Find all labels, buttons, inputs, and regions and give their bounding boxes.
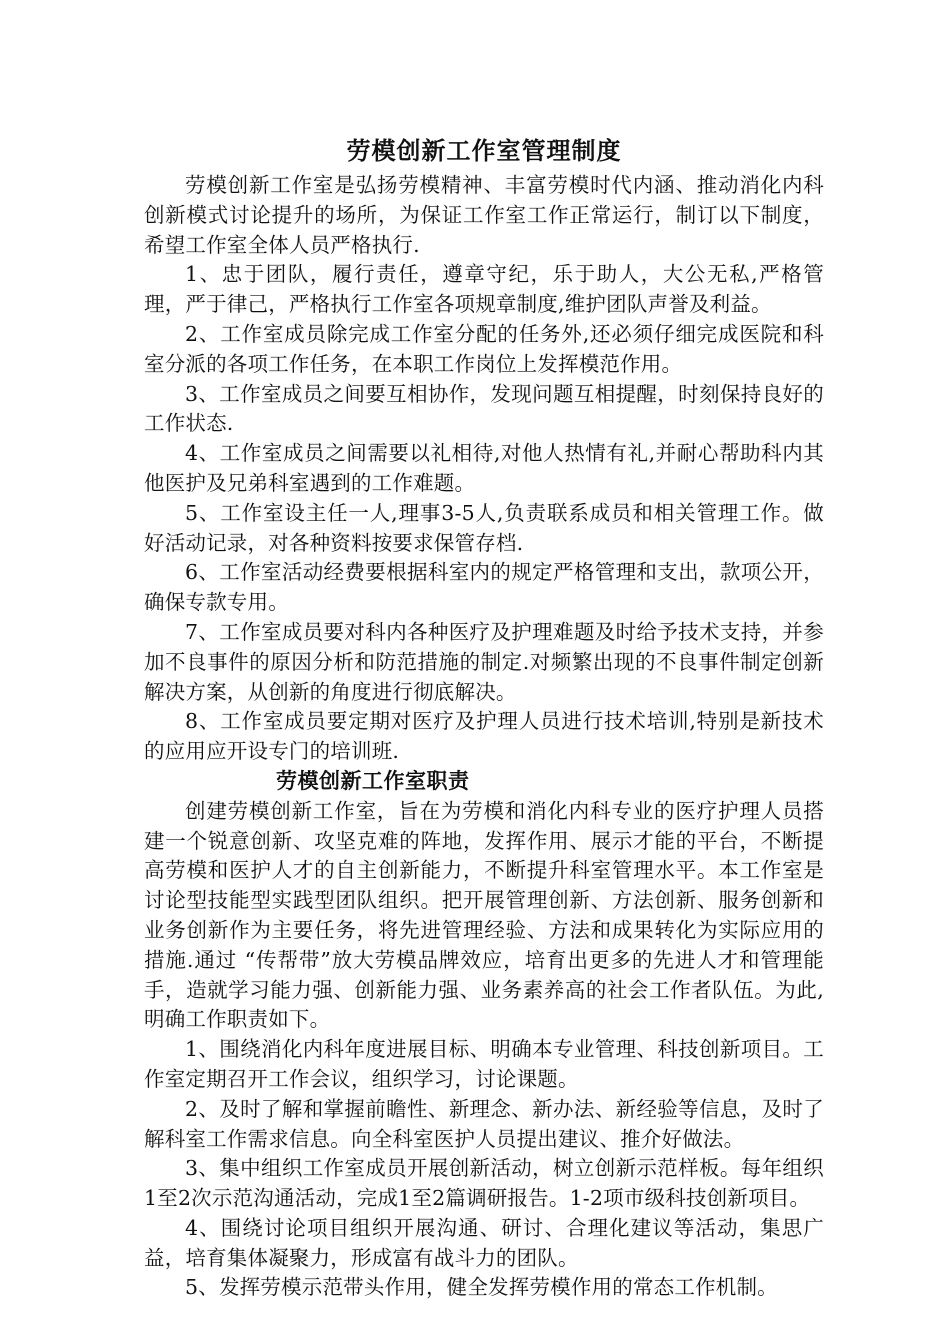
rule-item: 6、工作室活动经费要根据科室内的规定严格管理和支出，款项公开，确保专款专用。: [144, 560, 824, 615]
duty-item: 3、集中组织工作室成员开展创新活动，树立创新示范样板。每年组织1至2次示范沟通活动，完成1至2篇调研报告。1-2项市级科技创新项目。: [144, 1156, 824, 1211]
page-title: 劳模创新工作室管理制度: [346, 137, 622, 165]
duties-list: [144, 1035, 824, 1303]
section-heading: 劳模创新工作室职责: [276, 768, 470, 793]
rules-list: [144, 260, 824, 767]
duty-item: 4、围绕讨论项目组织开展沟通、研讨、合理化建议等活动，集思广益，培育集体凝聚力，形成富有战斗力的团队。: [144, 1215, 824, 1270]
rule-item: 1、忠于团队，履行责任，遵章守纪，乐于助人，大公无私,严格管理，严于律己，严格执行工作室各项规章制度,维护团队声誉及利益。: [144, 262, 824, 317]
section-intro-paragraph: 创建劳模创新工作室，旨在为劳模和消化内科专业的医疗护理人员搭建一个锐意创新、攻坚克难的阵地，发挥作用、展示才能的平台，不断提高劳模和医护人才的自主创新能力，不断提升科室管理水平。本工作室是讨论型技能型实践型团队组织。把开展管理创新、方法创新、服务创新和业务创新作为主要任务，将先进管理经验、方法和成果转化为实际应用的措施.通过 “传帮带”放大劳模品牌效应，培育出更多的先进人才和管理能手，造就学习能力强、创新能力强、业务素养高的社会工作者队伍。为此,明确工作职责如下。: [144, 798, 824, 1032]
rule-item: 3、工作室成员之间要互相协作，发现问题互相提醒，时刻保持良好的工作状态.: [144, 381, 824, 436]
duty-item: 1、围绕消化内科年度进展目标、明确本专业管理、科技创新项目。工作室定期召开工作会议，组织学习，讨论课题。: [144, 1037, 824, 1091]
rule-item: 2、工作室成员除完成工作室分配的任务外,还必须仔细完成医院和科室分派的各项工作任务，在本职工作岗位上发挥模范作用。: [144, 321, 824, 376]
rule-item: 5、工作室设主任一人,理事3-5人,负责联系成员和相关管理工作。做好活动记录，对各种资料按要求保管存档.: [144, 500, 824, 555]
duty-item: 2、及时了解和掌握前瞻性、新理念、新办法、新经验等信息，及时了解科室工作需求信息。向全科室医护人员提出建议、推介好做法。: [144, 1096, 824, 1151]
document-body: [144, 131, 824, 1303]
rule-item: 4、工作室成员之间需要以礼相待,对他人热情有礼,并耐心帮助科内其他医护及兄弟科室遇到的工作难题。: [144, 441, 824, 495]
intro-paragraph: 劳模创新工作室是弘扬劳模精神、丰富劳模时代内涵、推动消化内科创新模式讨论提升的场所，为保证工作室工作正常运行，制订以下制度，希望工作室全体人员严格执行.: [144, 173, 824, 257]
rule-item: 8、工作室成员要定期对医疗及护理人员进行技术培训,特别是新技术的应用应开设专门的培训班.: [144, 709, 824, 764]
duty-item: 5、发挥劳模示范带头作用，健全发挥劳模作用的常态工作机制。: [185, 1275, 778, 1300]
rule-item: 7、工作室成员要对科内各种医疗及护理难题及时给予技术支持，并参加不良事件的原因分析和防范措施的制定.对频繁出现的不良事件制定创新解决方案，从创新的角度进行彻底解决。: [144, 619, 824, 704]
